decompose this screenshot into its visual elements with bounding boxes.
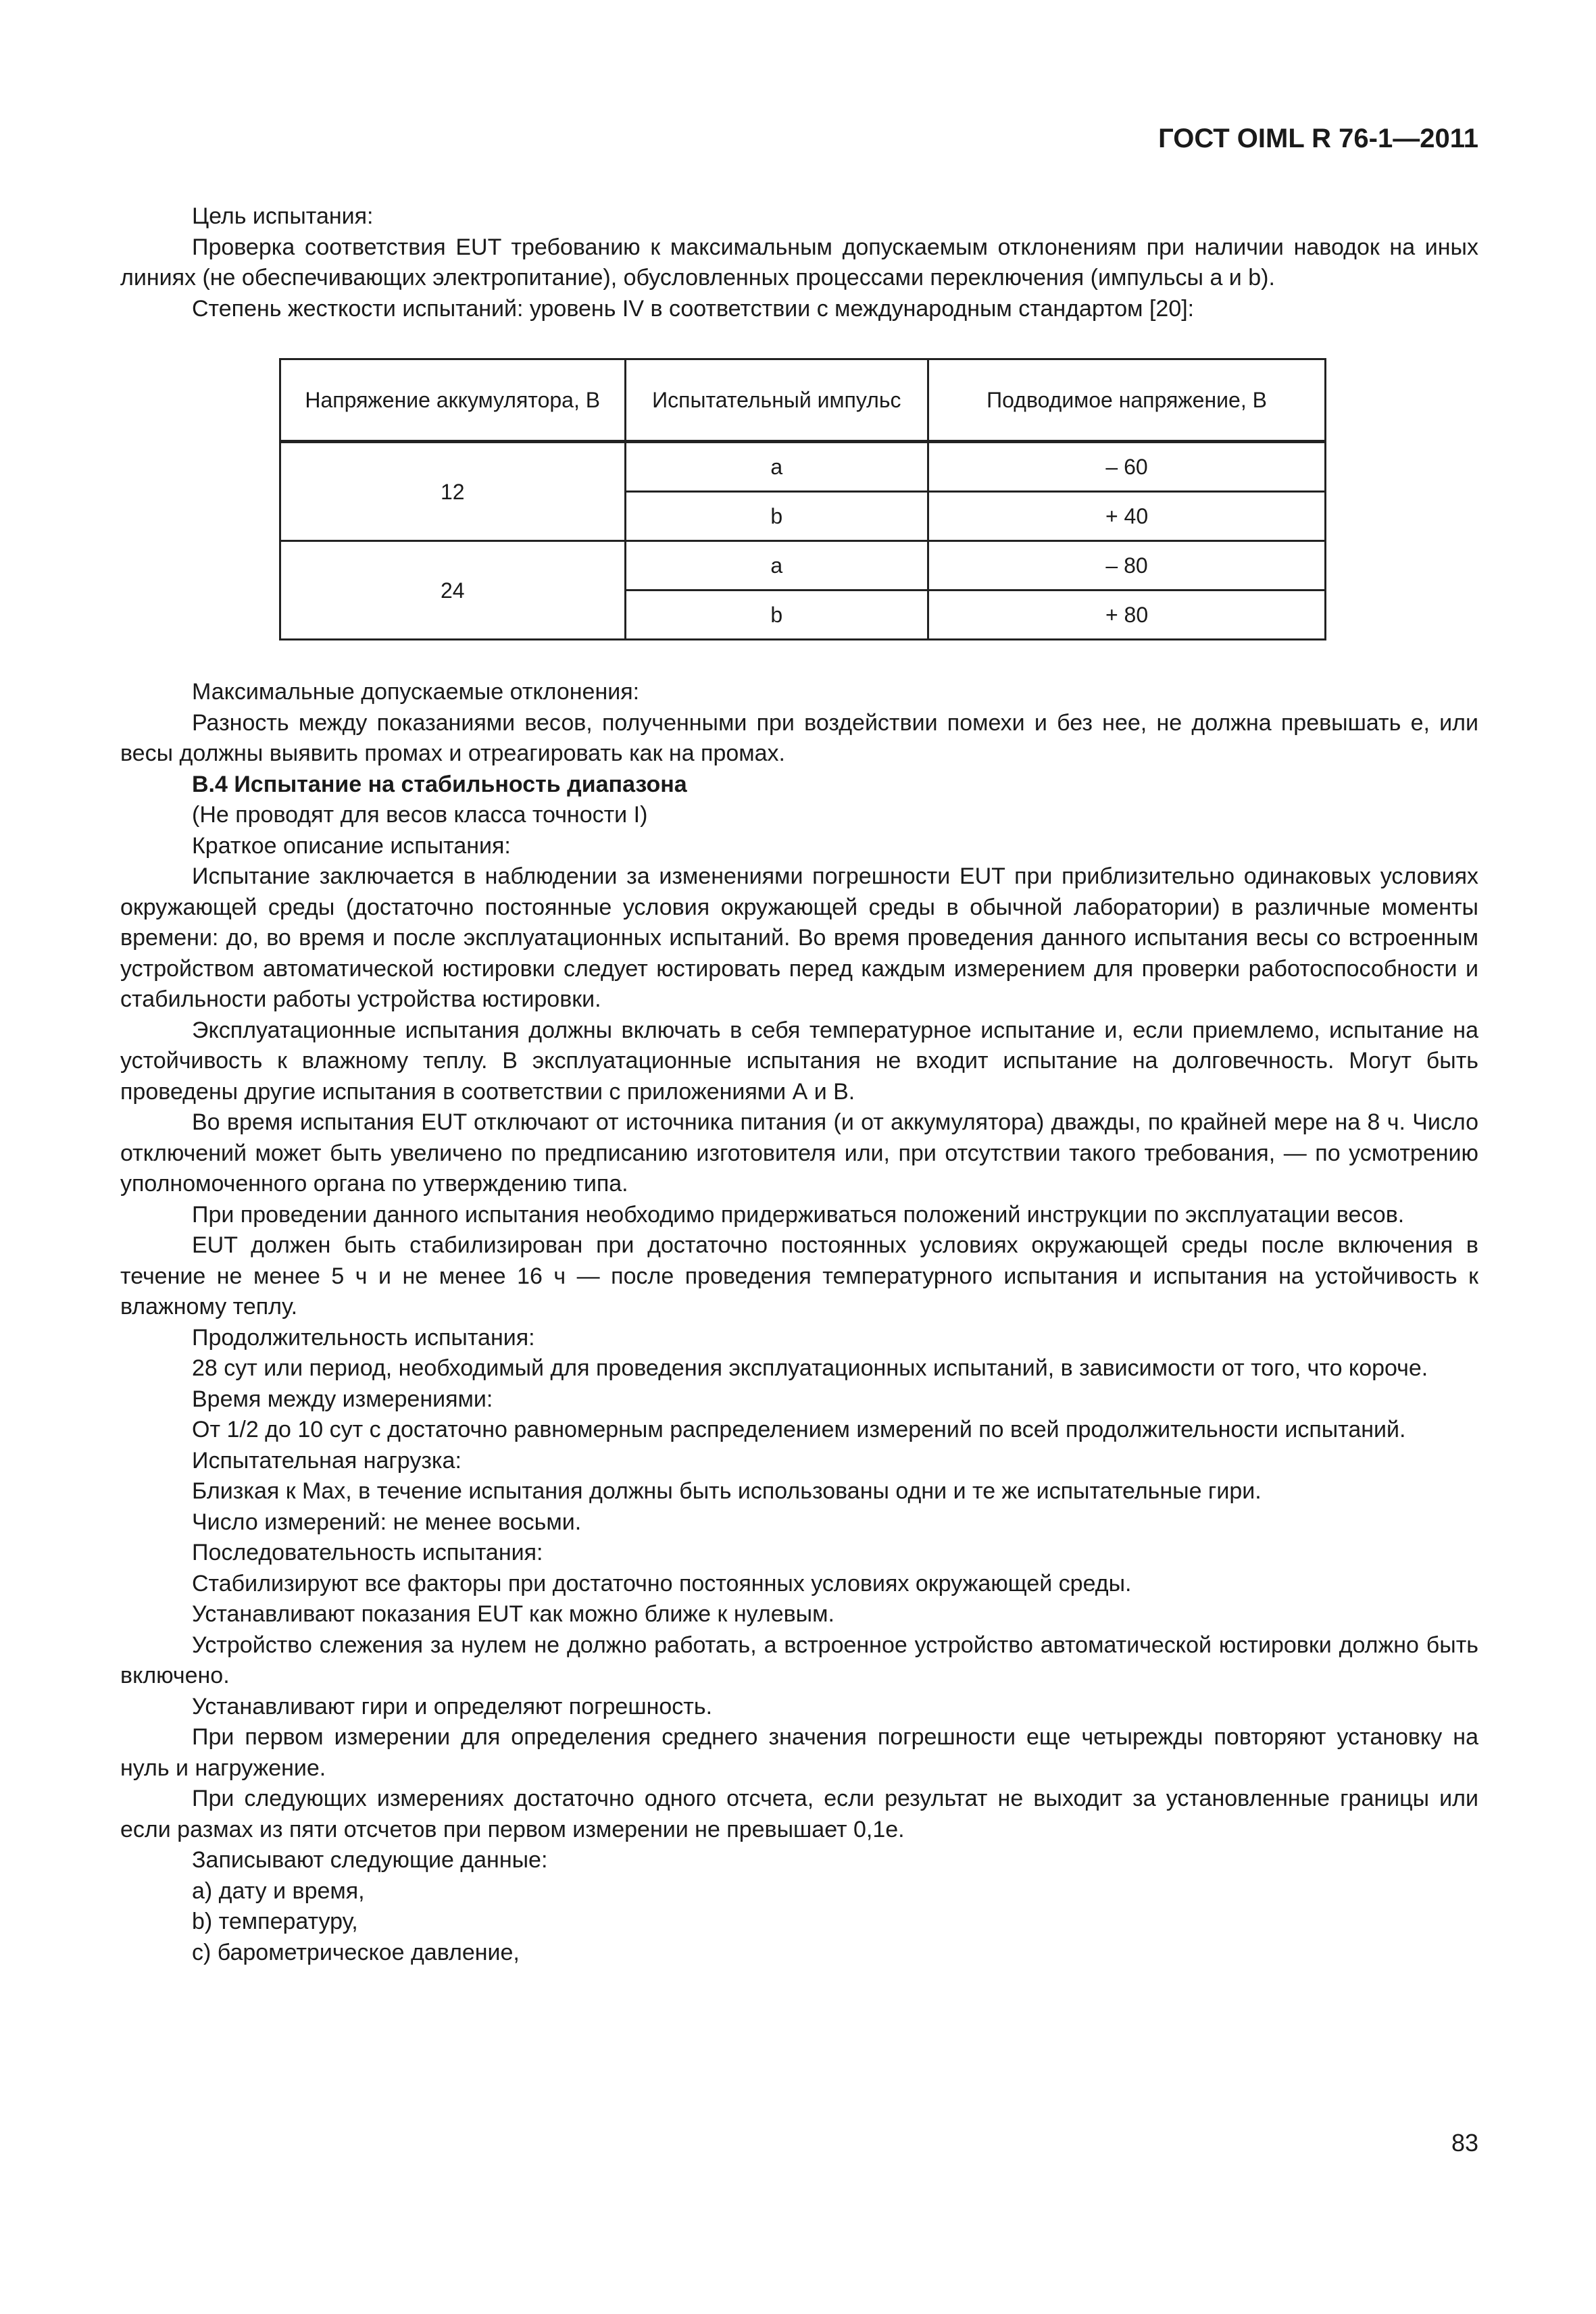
voltage-cell: + 40 <box>928 492 1326 541</box>
paragraph: Краткое описание испытания: <box>192 832 511 859</box>
paragraph: EUT должен быть стабилизирован при достаточно постоянных условиях окружающей среды после включения в течение не менее 5 ч и не менее 16 ч — после проведения температурного испытания и испытания на устойчивость к влажному теплу. <box>120 1232 1478 1319</box>
voltage-cell: – 60 <box>928 442 1326 492</box>
paragraph: Устанавливают показания EUT как можно ближе к нулевым. <box>192 1601 834 1627</box>
column-header: Подводимое напряжение, В <box>928 359 1326 442</box>
pulse-cell: b <box>625 492 928 541</box>
paragraph: (Не проводят для весов класса точности I) <box>192 802 648 828</box>
table-header-row <box>280 359 1326 442</box>
battery-cell: 24 <box>280 541 626 640</box>
paragraph: Проверка соответствия EUT требованию к максимальным допускаемым отклонениям при наличии наводок на иных линиях (не обеспечивающих электропитание), обусловленных процессами переключения (импульсы a и b). <box>120 234 1478 291</box>
paragraph: Во время испытания EUT отключают от источника питания (и от аккумулятора) дважды, по крайней мере на 8 ч. Число отключений может быть увеличено по предписанию изготовителя или, при отсутствии такого требования, — по усмотрению уполномоченного органа по утверждению типа. <box>120 1109 1478 1197</box>
document-header: ГОСТ OIML R 76-1—2011 <box>1158 124 1478 153</box>
pulse-cell: a <box>625 442 928 492</box>
pulse-cell: b <box>625 590 928 640</box>
document-page <box>120 0 1478 2314</box>
list-item: b) температуру, <box>192 1909 358 1934</box>
paragraph: Записывают следующие данные: <box>192 1847 548 1873</box>
column-header: Напряжение аккумулятора, В <box>280 359 626 442</box>
voltage-table <box>279 358 1326 640</box>
paragraph: Продолжительность испытания: <box>192 1324 535 1351</box>
pulse-cell: a <box>625 541 928 590</box>
paragraph: Стабилизируют все факторы при достаточно постоянных условиях окружающей среды. <box>192 1570 1132 1596</box>
table-row <box>280 442 1326 492</box>
paragraph: Максимальные допускаемые отклонения: <box>192 679 640 705</box>
paragraph: Разность между показаниями весов, полученными при воздействии помехи и без нее, не должна превышать e, или весы должны выявить промах и отреагировать как на промах. <box>120 709 1478 766</box>
paragraph: Последовательность испытания: <box>192 1540 543 1565</box>
voltage-cell: – 80 <box>928 541 1326 590</box>
paragraph: Степень жесткости испытаний: уровень IV в соответствии с международным стандартом [20]: <box>192 295 1195 322</box>
paragraph: Устройство слежения за нулем не должно работать, а встроенное устройство автоматической юстировки должно быть включено. <box>120 1632 1478 1688</box>
paragraph: При проведении данного испытания необходимо придерживаться положений инструкции по эксплуатации весов. <box>192 1201 1405 1228</box>
paragraph: 28 сут или период, необходимый для проведения эксплуатационных испытаний, в зависимости от того, что короче. <box>192 1355 1428 1381</box>
section-heading: В.4 Испытание на стабильность диапазона <box>192 771 687 797</box>
table-row <box>280 541 1326 590</box>
document-body <box>120 201 1478 1968</box>
list-item: a) дату и время, <box>192 1878 365 1904</box>
paragraph: Близкая к Max, в течение испытания должны быть использованы одни и те же испытательные гири. <box>192 1478 1262 1504</box>
list-item: c) барометрическое давление, <box>192 1939 520 1965</box>
paragraph: Время между измерениями: <box>192 1386 493 1412</box>
paragraph: Цель испытания: <box>192 203 374 229</box>
paragraph: При следующих измерениях достаточно одного отсчета, если результат не выходит за установленные границы или если размах из пяти отсчетов при первом измерении не превышает 0,1e. <box>120 1786 1478 1842</box>
paragraph: Устанавливают гири и определяют погрешность. <box>192 1693 713 1719</box>
column-header: Испытательный импульс <box>625 359 928 442</box>
page-number: 83 <box>1451 2129 1478 2157</box>
paragraph: Испытательная нагрузка: <box>192 1447 462 1474</box>
paragraph: Число измерений: не менее восьми. <box>192 1509 582 1535</box>
paragraph: От 1/2 до 10 сут с достаточно равномерным распределением измерений по всей продолжительности испытаний. <box>192 1417 1406 1442</box>
battery-cell: 12 <box>280 442 626 541</box>
paragraph: Испытание заключается в наблюдении за изменениями погрешности EUT при приблизительно одинаковых условиях окружающей среды (достаточно постоянные условия окружающей среды в обычной лаборатории) в различные моменты времени: до, во время и после эксплуатационных испытаний. Во время проведения данного испытания весы со встроенным устройством автоматической юстировки следует юстировать перед каждым измерением для проверки работоспособности и стабильности работы устройства юстировки. <box>120 863 1478 1012</box>
paragraph: Эксплуатационные испытания должны включать в себя температурное испытание и, если приемлемо, испытание на устойчивость к влажному теплу. В эксплуатационные испытания не входит испытание на долговечность. Могут быть проведены другие испытания в соответствии с приложениями А и В. <box>120 1017 1478 1105</box>
paragraph: При первом измерении для определения среднего значения погрешности еще четырежды повторяют установку на нуль и нагружение. <box>120 1724 1478 1781</box>
voltage-cell: + 80 <box>928 590 1326 640</box>
